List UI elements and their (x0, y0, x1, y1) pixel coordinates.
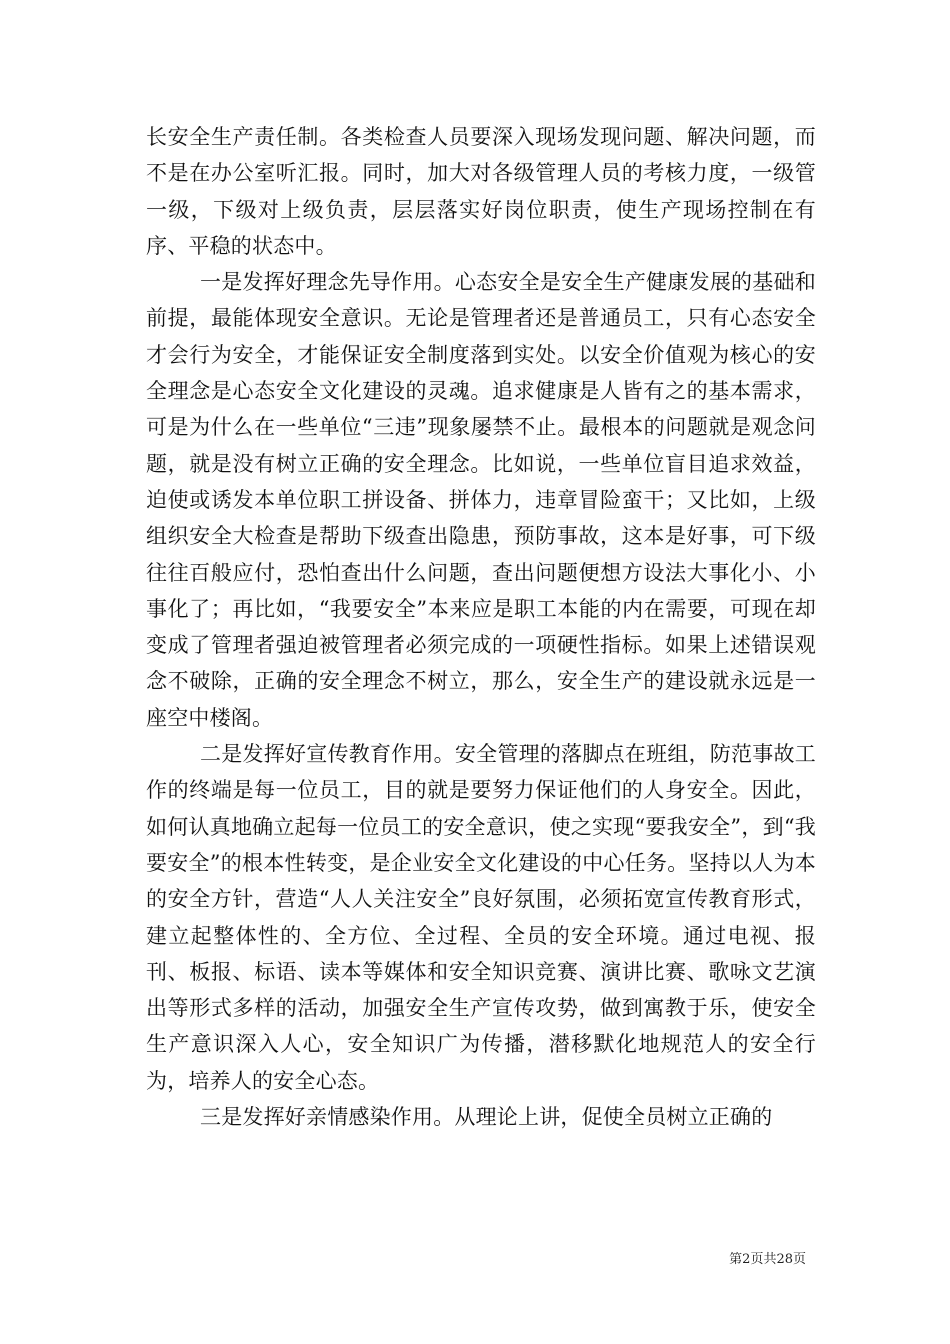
paragraph-3: 二是发挥好宣传教育作用。安全管理的落脚点在班组，防范事故工作的终端是每一位员工，目的就是要努力保证他们的人身安全。因此，如何认真地确立起每一位员工的安全意识，使之实现“要我安全”，到“我要安全”的根本性转变，是企业安全文化建设的中心任务。坚持以人为本的安全方针，营造“人人关注安全”良好氛围，必须拓宽宣传教育形式，建立起整体性的、全方位、全过程、全员的安全环境。通过电视、报刊、板报、标语、读本等媒体和安全知识竞赛、演讲比赛、歌咏文艺演出等形式多样的活动，加强安全生产宣传攻势，做到寓教于乐，使安全生产意识深入人心，安全知识广为传播，潜移默化地规范人的安全行为，培养人的安全心态。 (146, 742, 816, 1093)
page-number: 第2页共28页 (729, 1252, 806, 1267)
paragraph-4: 三是发挥好亲情感染作用。从理论上讲，促使全员树立正确的 (200, 1105, 773, 1130)
paragraph-2: 一是发挥好理念先导作用。心态安全是安全生产健康发展的基础和前提，最能体现安全意识。无论是管理者还是普通员工，只有心态安全才会行为安全，才能保证安全制度落到实处。以安全价值观为核心的安全理念是心态安全文化建设的灵魂。追求健康是人皆有之的基本需求，可是为什么在一些单位“三违”现象屡禁不止。最根本的问题就是观念问题，就是没有树立正确的安全理念。比如说，一些单位盲目追求效益，迫使或诱发本单位职工拼设备、拼体力，违章冒险蛮干；又比如，上级组织安全大检查是帮助下级查出隐患，预防事故，这本是好事，可下级往往百般应付，恐怕查出什么问题，查出问题便想方设法大事化小、小事化了；再比如，“我要安全”本来应是职工本能的内在需要，可现在却变成了管理者强迫被管理者必须完成的一项硬性指标。如果上述错误观念不破除，正确的安全理念不树立，那么，安全生产的建设就永远是一座空中楼阁。 (146, 270, 816, 730)
paragraph-1: 长安全生产责任制。各类检查人员要深入现场发现问题、解决问题，而不是在办公室听汇报。同时，加大对各级管理人员的考核力度，一级管一级，下级对上级负责，层层落实好岗位职责，使生产现场控制在有序、平稳的状态中。 (146, 125, 816, 258)
body-text (146, 119, 816, 1135)
